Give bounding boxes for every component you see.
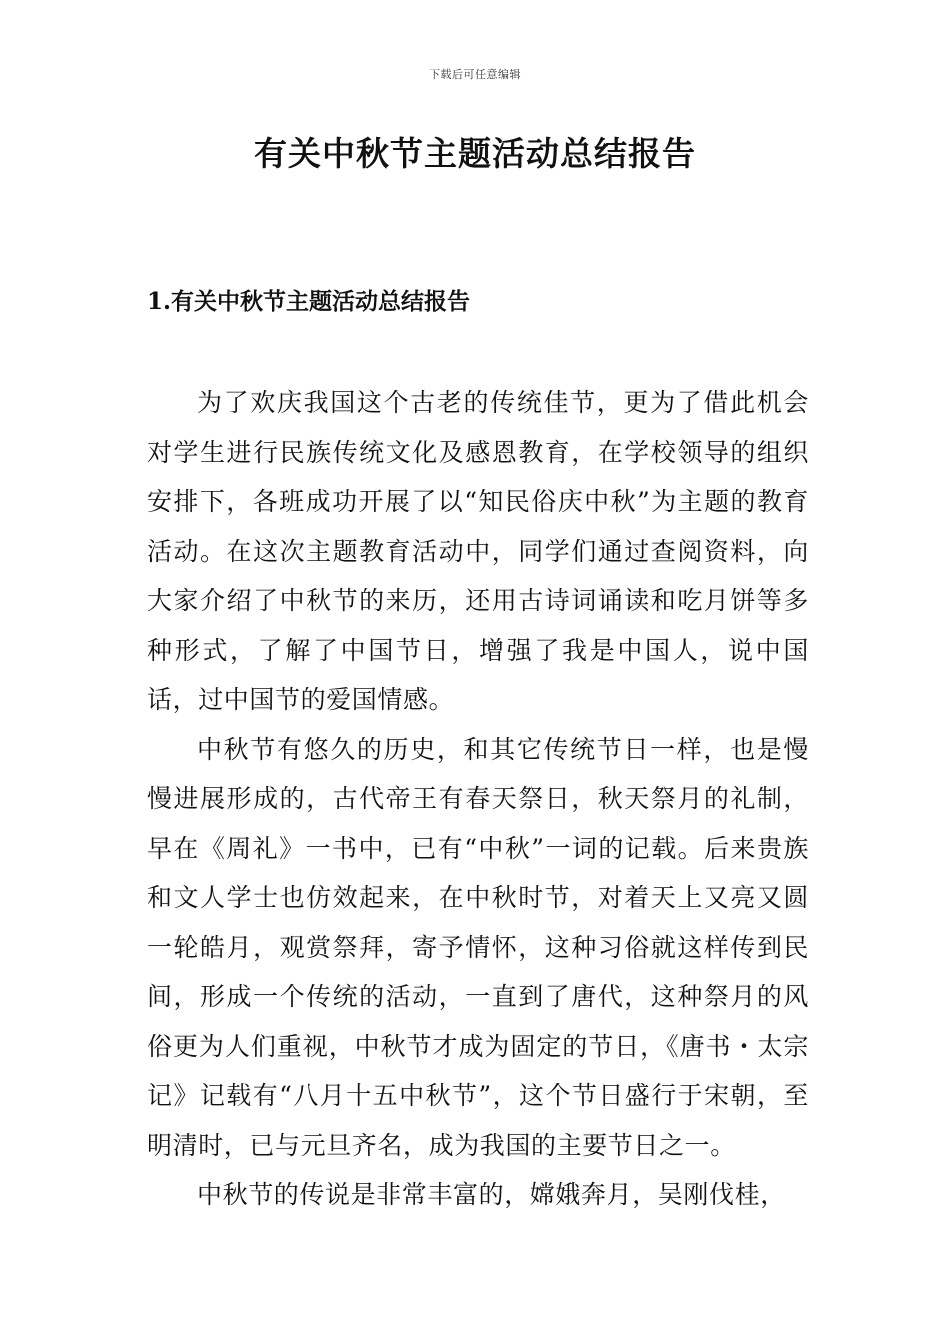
header-note: 下载后可任意编辑	[429, 68, 521, 81]
paragraph-history: 中秋节有悠久的历史，和其它传统节日一样，也是慢慢进展形成的，古代帝王有春天祭日，秋天祭月的礼制，早在《周礼》一书中，已有“中秋”一词的记载。后来贵族和文人学士也仿效起来，在中秋时节，对着天上又亮又圆一轮皓月，观赏祭拜，寄予情怀，这种习俗就这样传到民间，形成一个传统的活动，一直到了唐代，这种祭月的风俗更为人们重视，中秋节才成为固定的节日，《唐书・太宗记》记载有“八月十五中秋节”，这个节日盛行于宋朝，至明清时，已与元旦齐名，成为我国的主要节日之一。	[147, 734, 809, 1160]
paragraph-legends: 中秋节的传说是非常丰富的，嫦娥奔月，吴刚伐桂，	[197, 1180, 786, 1209]
document-title: 有关中秋节主题活动总结报告	[254, 134, 696, 173]
body-text	[147, 378, 809, 1220]
section-heading: 1.有关中秋节主题活动总结报告	[147, 288, 471, 315]
paragraph-intro: 为了欢庆我国这个古老的传统佳节，更为了借此机会对学生进行民族传统文化及感恩教育，在学校领导的组织安排下，各班成功开展了以“知民俗庆中秋”为主题的教育活动。在这次主题教育活动中，同学们通过查阅资料，向大家介绍了中秋节的来历，还用古诗词诵读和吃月饼等多种形式，了解了中国节日，增强了我是中国人，说中国话，过中国节的爱国情感。	[147, 388, 809, 714]
